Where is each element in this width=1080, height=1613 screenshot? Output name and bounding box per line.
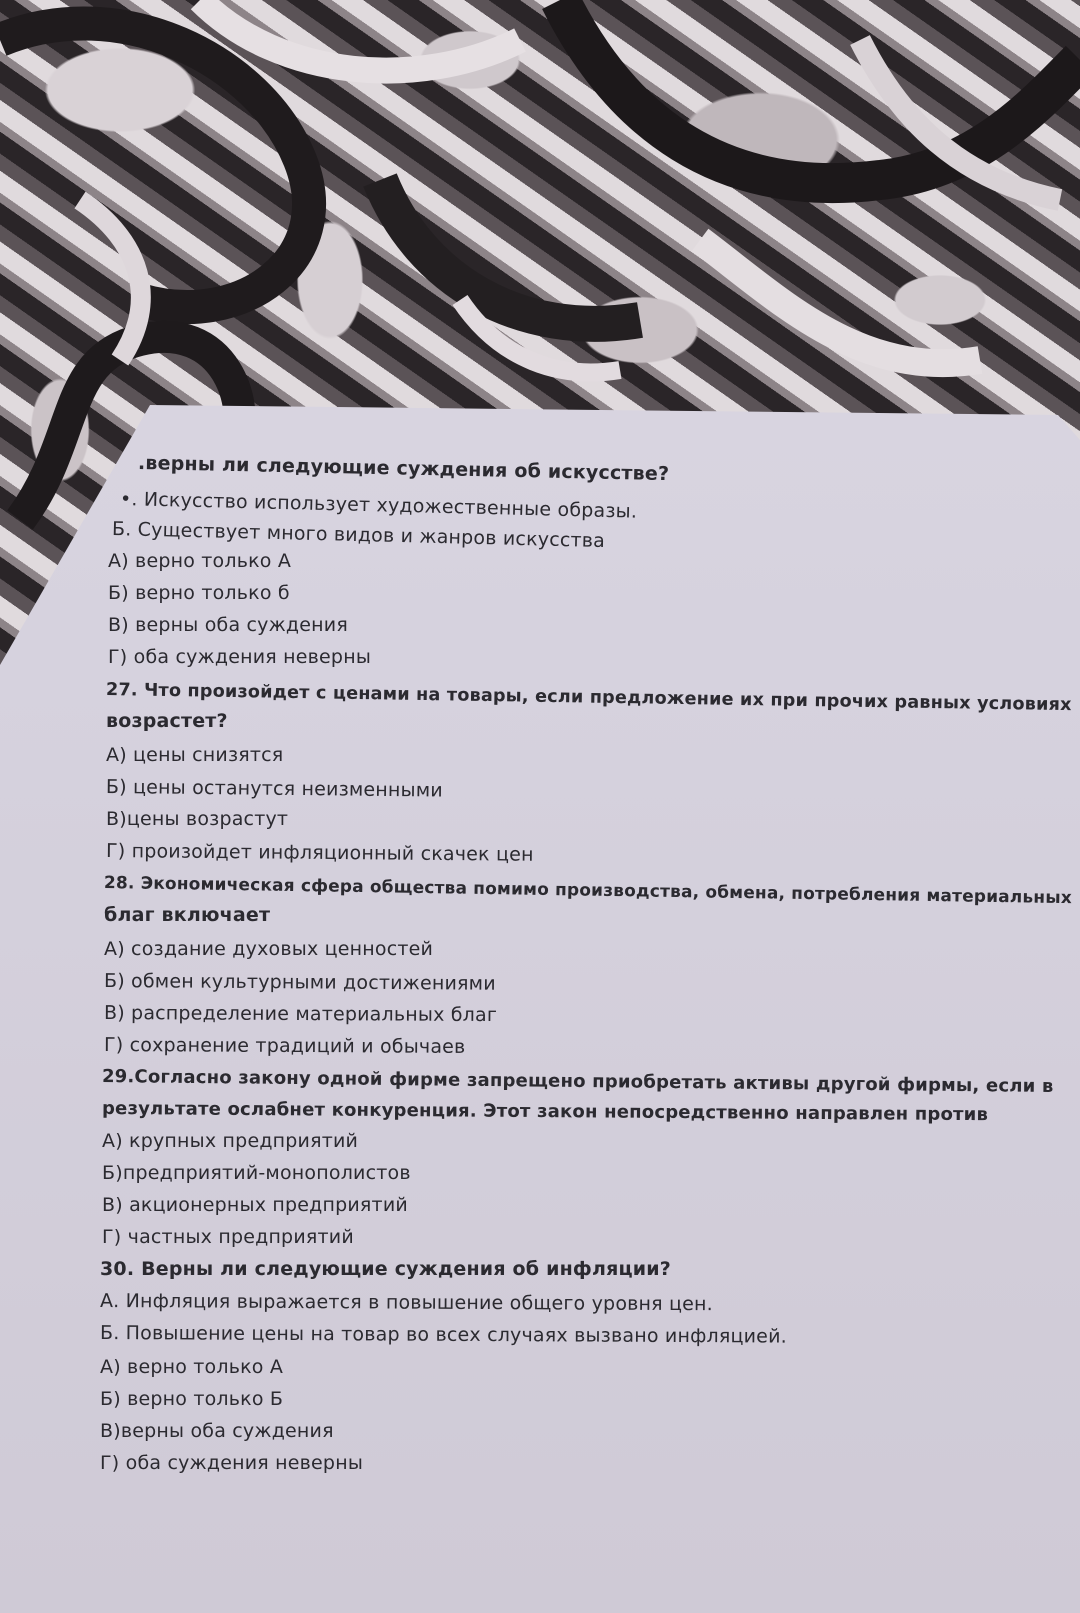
q26-statement-b: Б. Существует много видов и жанров искусства bbox=[111, 518, 606, 553]
q26-option-b: Б) верно только б bbox=[108, 582, 290, 604]
q28-option-d: Г) сохранение традиций и обычаев bbox=[103, 1034, 466, 1058]
q30-option-a: А) верно только А bbox=[100, 1356, 284, 1378]
q27-question-line1: 27. Что произойдет с ценами на товары, если предложение их при прочих равных условиях bbox=[105, 680, 1072, 716]
q27-option-a: А) цены снизятся bbox=[106, 744, 284, 766]
q29-option-b: Б)предприятий-монополистов bbox=[102, 1162, 411, 1184]
q27-option-b: Б) цены останутся неизменными bbox=[105, 776, 444, 802]
q28-option-a: А) создание духовых ценностей bbox=[104, 938, 434, 960]
q30-statement-b: Б. Повышение цены на товар во всех случаях вызвано инфляцией. bbox=[99, 1322, 787, 1348]
q30-option-d: Г) оба суждения неверны bbox=[100, 1452, 364, 1474]
q29-question-line1: 29.Согласно закону одной фирме запрещено приобретать активы другой фирмы, если в bbox=[101, 1066, 1054, 1097]
q27-question-line2: возрастет? bbox=[106, 710, 228, 732]
q26-option-c: В) верны оба суждения bbox=[108, 614, 348, 636]
q28-option-c: В) распределение материальных благ bbox=[103, 1002, 498, 1027]
q26-question: .верны ли следующие суждения об искусстве? bbox=[137, 452, 670, 486]
q28-option-b: Б) обмен культурными достижениями bbox=[103, 970, 496, 995]
q28-question-line2: благ включает bbox=[104, 904, 271, 926]
q29-question-line2: результате ослабнет конкуренция. Этот закон непосредственно направлен против bbox=[101, 1098, 989, 1126]
q27-option-d: Г) произойдет инфляционный скачек цен bbox=[105, 840, 534, 866]
q26-option-d: Г) оба суждения неверны bbox=[108, 646, 372, 668]
q26-option-a: А) верно только А bbox=[108, 550, 292, 572]
q30-statement-a: А. Инфляция выражается в повышение общего уровня цен. bbox=[99, 1290, 714, 1316]
q29-option-d: Г) частных предприятий bbox=[102, 1226, 354, 1248]
q29-option-c: В) акционерных предприятий bbox=[102, 1194, 408, 1216]
q29-option-a: А) крупных предприятий bbox=[102, 1130, 359, 1152]
q30-option-c: В)верны оба суждения bbox=[100, 1420, 334, 1442]
q28-question-line1: 28. Экономическая сфера общества помимо производства, обмена, потребления материальных bbox=[103, 872, 1073, 908]
q30-question: 30. Верны ли следующие суждения об инфляции? bbox=[100, 1258, 672, 1280]
q30-option-b: Б) верно только Б bbox=[100, 1388, 284, 1410]
q26-statement-a: •. Искусство использует художественные образы. bbox=[119, 488, 638, 523]
q27-option-c: В)цены возрастут bbox=[106, 808, 289, 830]
